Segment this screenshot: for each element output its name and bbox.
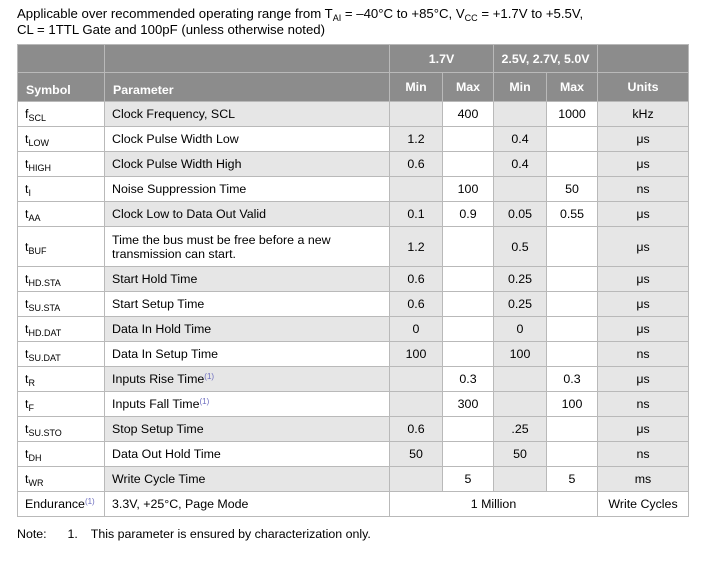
units-cell: μs [598,367,689,392]
units-cell: kHz [598,102,689,127]
symbol-cell: $t_{SU.DAT}$ [18,342,105,367]
endurance-value-cell: 1 Million [390,492,598,517]
min-high-v-cell: 100 [494,342,547,367]
max-high-v-cell [547,342,598,367]
table-row [18,267,689,292]
parameter-cell: Stop Setup Time [105,417,390,442]
max-1v7-cell: 5 [443,467,494,492]
table-row [18,177,689,202]
header-max-1v7: Max [443,73,494,102]
max-1v7-cell: 0.3 [443,367,494,392]
table-row [18,292,689,317]
max-high-v-cell [547,267,598,292]
max-high-v-cell [547,317,598,342]
min-high-v-cell [494,367,547,392]
units-cell: μs [598,417,689,442]
min-high-v-cell [494,392,547,417]
parameter-cell: Data Out Hold Time [105,442,390,467]
min-1v7-cell: 0.6 [390,292,443,317]
header-blank-2 [105,45,390,73]
min-1v7-cell: 0.1 [390,202,443,227]
ac-characteristics-table [17,44,689,517]
header-units: Units [598,73,689,102]
note-number: 1. [67,527,78,541]
symbol-cell: $t_I$ [18,177,105,202]
header-parameter: Parameter [105,73,390,102]
table-row [18,227,689,267]
min-1v7-cell: 0.6 [390,152,443,177]
min-1v7-cell [390,392,443,417]
min-high-v-cell: 0.4 [494,127,547,152]
parameter-cell: Noise Suppression Time [105,177,390,202]
endurance-label-cell: Endurance$^{(1)}$ [18,492,105,517]
table-row [18,467,689,492]
header-min-high-v: Min [494,73,547,102]
max-1v7-cell [443,417,494,442]
min-high-v-cell: 0.5 [494,227,547,267]
header-blank-3 [598,45,689,73]
symbol-cell: $t_{WR}$ [18,467,105,492]
units-cell: μs [598,152,689,177]
symbol-cell: $t_{SU.STO}$ [18,417,105,442]
units-cell: μs [598,227,689,267]
footnote [17,527,371,541]
max-high-v-cell: 5 [547,467,598,492]
units-cell: ms [598,467,689,492]
table-row [18,392,689,417]
table-row [18,342,689,367]
symbol-cell: $t_{LOW}$ [18,127,105,152]
max-1v7-cell [443,342,494,367]
endurance-parameter-cell: 3.3V, +25°C, Page Mode [105,492,390,517]
min-1v7-cell: 1.2 [390,227,443,267]
intro-line-2: CL = 1TTL Gate and 100pF (unless otherwise noted) [17,22,325,37]
symbol-cell: $t_{DH}$ [18,442,105,467]
symbol-cell: $t_{SU.STA}$ [18,292,105,317]
max-high-v-cell: 1000 [547,102,598,127]
parameter-cell: Inputs Rise Time$^{(1)}$ [105,367,390,392]
table-row [18,417,689,442]
max-high-v-cell [547,292,598,317]
header-blank-1 [18,45,105,73]
max-1v7-cell [443,152,494,177]
max-high-v-cell [547,127,598,152]
table-row [18,127,689,152]
min-high-v-cell: 0.05 [494,202,547,227]
units-cell: μs [598,127,689,152]
table-row [18,102,689,127]
group-header-high-v: 2.5V, 2.7V, 5.0V [494,45,598,73]
min-1v7-cell: 0 [390,317,443,342]
parameter-cell: Clock Pulse Width High [105,152,390,177]
min-1v7-cell [390,177,443,202]
intro-line-1: Applicable over recommended operating range from $T_{AI} = -40^\circ C$ to +85°C, $V_{CC} = +1.7V$ to +5.5V, [17,6,584,23]
max-1v7-cell [443,267,494,292]
parameter-cell: Data In Setup Time [105,342,390,367]
parameter-cell: Write Cycle Time [105,467,390,492]
symbol-cell: $t_R$ [18,367,105,392]
min-1v7-cell: 1.2 [390,127,443,152]
table-row [18,367,689,392]
max-high-v-cell [547,227,598,267]
footnote-ref: (1) [199,397,210,406]
parameter-cell: Start Setup Time [105,292,390,317]
parameter-cell: Clock Pulse Width Low [105,127,390,152]
min-1v7-cell [390,467,443,492]
footnote-ref: (1) [204,372,215,381]
max-1v7-cell [443,227,494,267]
units-cell: μs [598,317,689,342]
min-1v7-cell [390,367,443,392]
symbol-cell: $t_{HIGH}$ [18,152,105,177]
symbol-cell: $t_{BUF}$ [18,227,105,267]
max-high-v-cell: 50 [547,177,598,202]
min-high-v-cell: 0.4 [494,152,547,177]
max-high-v-cell: 100 [547,392,598,417]
min-high-v-cell: .25 [494,417,547,442]
parameter-cell: Data In Hold Time [105,317,390,342]
max-1v7-cell: 100 [443,177,494,202]
min-high-v-cell [494,177,547,202]
symbol-cell: $t_{HD.DAT}$ [18,317,105,342]
parameter-cell: Time the bus must be free before a new transmission can start. [105,227,390,267]
units-cell: μs [598,267,689,292]
note-text: This parameter is ensured by characterization only. [90,527,371,541]
max-1v7-cell: 400 [443,102,494,127]
max-1v7-cell [443,127,494,152]
max-1v7-cell [443,317,494,342]
max-high-v-cell [547,417,598,442]
note-label: Note: [17,527,47,541]
min-high-v-cell [494,467,547,492]
symbol-cell: $t_F$ [18,392,105,417]
min-1v7-cell: 0.6 [390,267,443,292]
min-high-v-cell: 0.25 [494,267,547,292]
max-high-v-cell: 0.3 [547,367,598,392]
units-cell: ns [598,392,689,417]
table-row [18,202,689,227]
table-row [18,442,689,467]
min-1v7-cell: 100 [390,342,443,367]
min-high-v-cell: 50 [494,442,547,467]
max-1v7-cell: 0.9 [443,202,494,227]
header-symbol: Symbol [18,73,105,102]
max-high-v-cell [547,152,598,177]
max-1v7-cell [443,292,494,317]
min-high-v-cell: 0 [494,317,547,342]
parameter-cell: Start Hold Time [105,267,390,292]
table-row [18,152,689,177]
min-high-v-cell [494,102,547,127]
symbol-cell: $f_{SCL}$ [18,102,105,127]
group-header-1v7: 1.7V [390,45,494,73]
min-high-v-cell: 0.25 [494,292,547,317]
max-1v7-cell: 300 [443,392,494,417]
min-1v7-cell [390,102,443,127]
units-cell: ns [598,442,689,467]
symbol-cell: $t_{HD.STA}$ [18,267,105,292]
parameter-cell: Clock Low to Data Out Valid [105,202,390,227]
units-cell: ns [598,177,689,202]
parameter-cell: Inputs Fall Time$^{(1)}$ [105,392,390,417]
header-max-high-v: Max [547,73,598,102]
units-cell: μs [598,202,689,227]
table-row [18,317,689,342]
endurance-units-cell: Write Cycles [598,492,689,517]
symbol-cell: $t_{AA}$ [18,202,105,227]
units-cell: ns [598,342,689,367]
header-min-1v7: Min [390,73,443,102]
units-cell: μs [598,292,689,317]
min-1v7-cell: 50 [390,442,443,467]
endurance-row [18,492,689,517]
max-high-v-cell [547,442,598,467]
parameter-cell: Clock Frequency, SCL [105,102,390,127]
max-high-v-cell: 0.55 [547,202,598,227]
min-1v7-cell: 0.6 [390,417,443,442]
max-1v7-cell [443,442,494,467]
footnote-ref: (1) [84,497,95,506]
intro-text [17,6,583,38]
